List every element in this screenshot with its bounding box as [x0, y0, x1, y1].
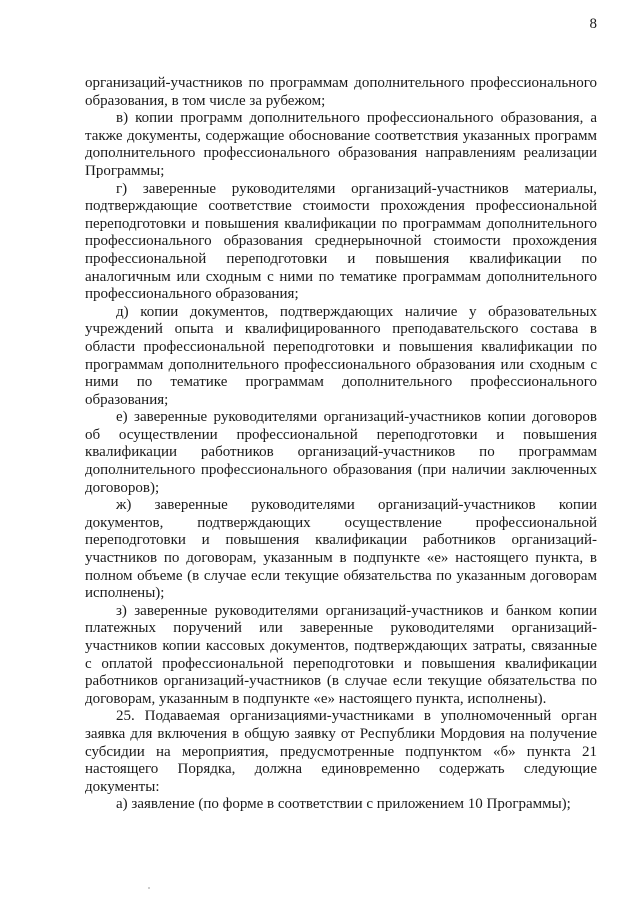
paragraph-item-g: г) заверенные руководителями организаций-участников материалы, подтверждающие соответствие стоимости прохождения профессиональной переподготовки и повышения квалификации по программам дополнительного профессионального образования среднерыночной стоимости прохождения профессиональной переподготовки и повышения квалификации по аналогичным или сходным с ними по тематике программам дополнительного профессионального образования;: [85, 180, 597, 303]
document-body: [85, 75, 597, 814]
paragraph-item-d: д) копии документов, подтверждающих наличие у образовательных учреждений опыта и квалифицированного преподавательского состава в области профессиональной переподготовки и повышения квалификации по программам дополнительного профессионального образования или сходным с ними по тематике программам дополнительного профессионального образования;: [85, 303, 597, 408]
paragraph-continuation: организаций-участников по программам дополнительного профессионального образования, в том числе за рубежом;: [85, 75, 597, 109]
paragraph-item-e: е) заверенные руководителями организаций-участников копии договоров об осуществлении профессиональной переподготовки и повышения квалификации работников организаций-участников по программам дополнительного профессионального образования (при наличии заключенных договоров);: [85, 409, 597, 496]
paragraph-item-z: з) заверенные руководителями организаций-участников и банком копии платежных поручений или заверенные руководителями организаций-участников копии кассовых документов, подтверждающих затраты, связанные с оплатой профессиональной переподготовки и повышения квалификации работников организаций-участников (в случае если текущие обязательства по договорам, указанным в подпункте «е» настоящего пункта, исполнены).: [85, 602, 597, 707]
scan-artifact-dot: [148, 887, 150, 889]
paragraph-item-a: а) заявление (по форме в соответствии с приложением 10 Программы);: [116, 796, 571, 813]
paragraph-item-zh: ж) заверенные руководителями организаций-участников копии документов, подтверждающих осуществление профессиональной переподготовки и повышения квалификации работников организаций-участников по договорам, указанным в подпункте «е» настоящего пункта, в полном объеме (в случае если текущие обязательства по указанным договорам исполнены);: [85, 497, 597, 602]
paragraph-item-v: в) копии программ дополнительного профессионального образования, а также документы, содержащие обоснование соответствия указанных программ дополнительного профессионального образования направлениям реализации Программы;: [85, 110, 597, 179]
page-number: 8: [589, 16, 597, 32]
paragraph-clause-25: 25. Подаваемая организациями-участниками в уполномоченный орган заявка для включения в общую заявку от Республики Мордовия на получение субсидии на мероприятия, предусмотренные подпунктом «б» пункта 21 настоящего Порядка, должна единовременно содержать следующие документы:: [85, 708, 597, 795]
